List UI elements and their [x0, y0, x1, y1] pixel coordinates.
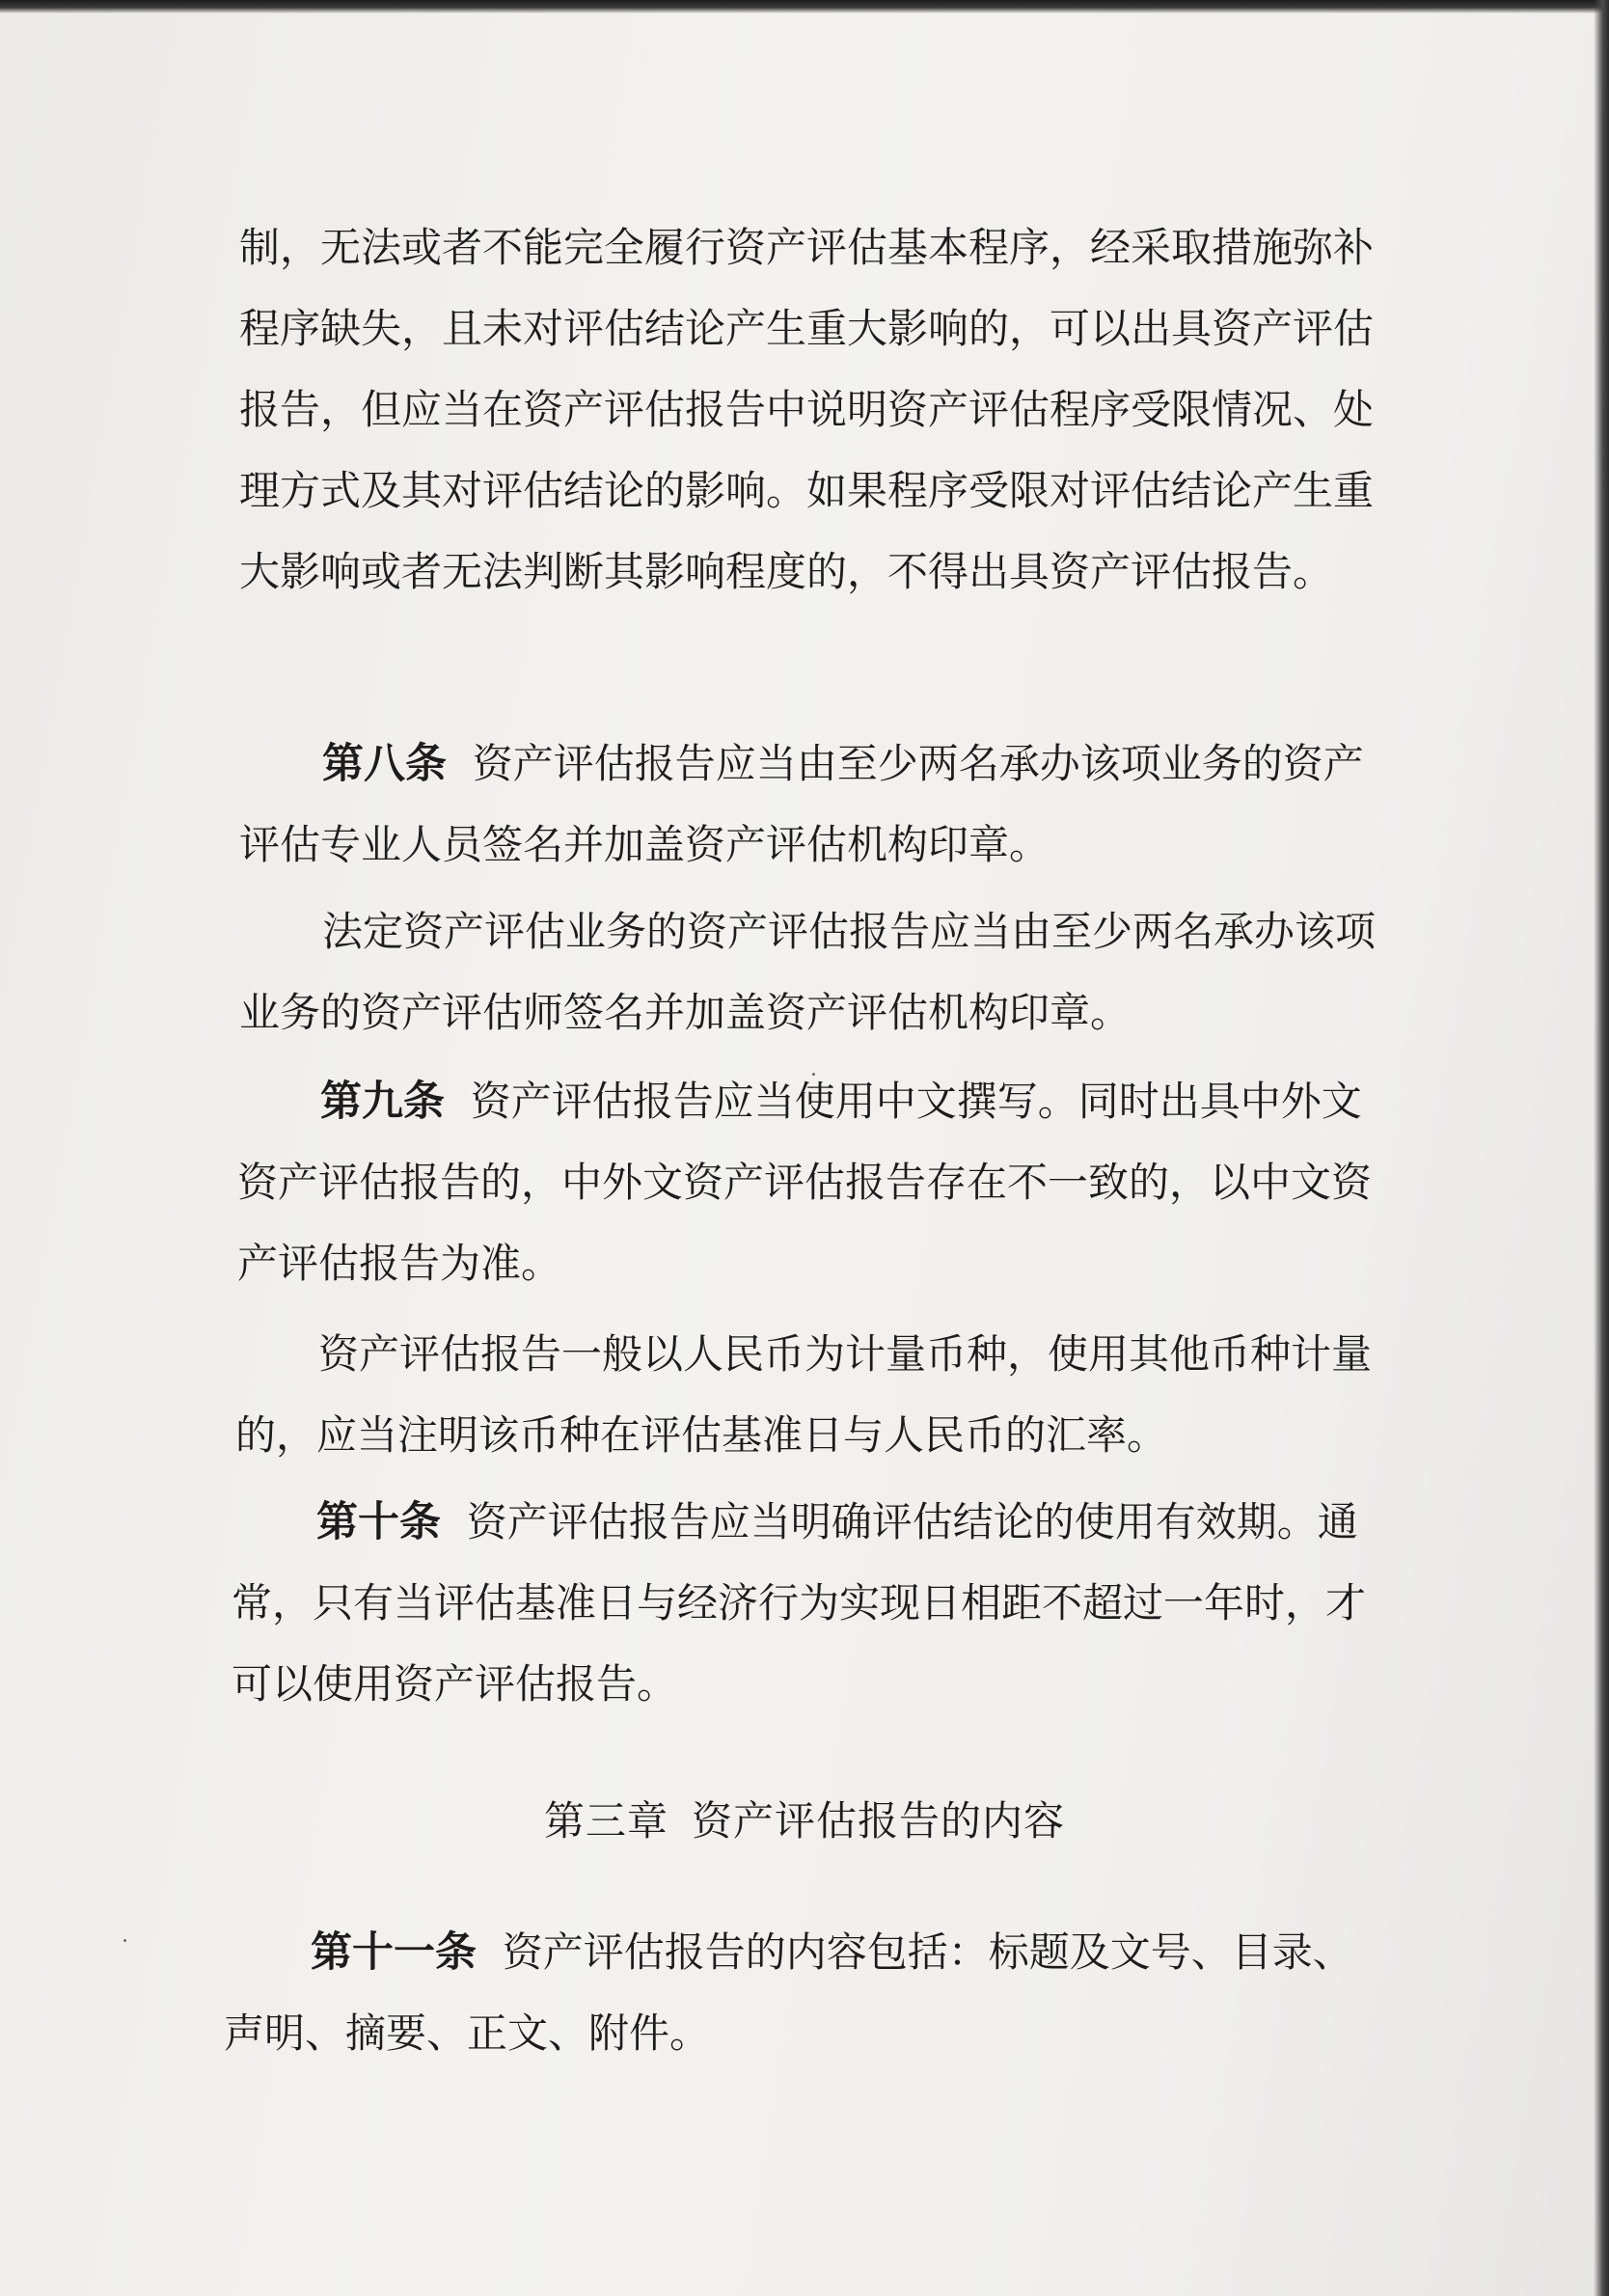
chapter-heading	[0, 1781, 1609, 1862]
chapter-number: 第三章	[543, 1797, 668, 1845]
article-8-text: 资产评估报告应当由至少两名承办该项业务的资产评估专业人员签名并加盖资产评估机构印章。	[239, 740, 1364, 868]
paragraph-continuation: 制，无法或者不能完全履行资产评估基本程序，经采取措施弥补程序缺失，且未对评估结论产生重大影响的，可以出具资产评估报告，但应当在资产评估报告中说明资产评估程序受限情况、处理方式及其对评估结论的影响。如果程序受限对评估结论产生重大影响或者无法判断其影响程度的，不得出具资产评估报告。	[239, 224, 1375, 595]
article-9	[237, 1061, 1376, 1304]
paragraph-currency: 资产评估报告一般以人民币为计量币种，使用其他币种计量的，应当注明该币种在评估基准日与人民币的汇率。	[235, 1330, 1373, 1459]
scan-speck	[123, 1939, 126, 1942]
scan-speck	[812, 1073, 815, 1076]
paragraph-statutory: 法定资产评估业务的资产评估报告应当由至少两名承办该项业务的资产评估师签名并加盖资产评估机构印章。	[239, 908, 1377, 1036]
article-11	[224, 1912, 1377, 2074]
chapter-title: 资产评估报告的内容	[692, 1797, 1066, 1845]
article-10	[232, 1482, 1374, 1725]
article-8	[239, 724, 1377, 886]
article-11-text: 资产评估报告的内容包括：标题及文号、目录、声明、摘要、正文、附件。	[224, 1928, 1353, 2057]
article-10-title: 第十条	[316, 1498, 441, 1546]
article-10-text: 资产评估报告应当明确评估结论的使用有效期。通常，只有当评估基准日与经济行为实现日相距不超过一年时，才可以使用资产评估报告。	[232, 1498, 1367, 1708]
scan-edge-right	[1594, 0, 1609, 2296]
scan-edge-top	[0, 0, 1609, 14]
article-9-title: 第九条	[320, 1078, 445, 1126]
article-11-title: 第十一条	[311, 1928, 477, 1977]
article-8-title: 第八条	[322, 740, 447, 788]
article-9-text: 资产评估报告应当使用中文撰写。同时出具中外文资产评估报告的，中外文资产评估报告存在不一致的，以中文资产评估报告为准。	[237, 1078, 1373, 1287]
